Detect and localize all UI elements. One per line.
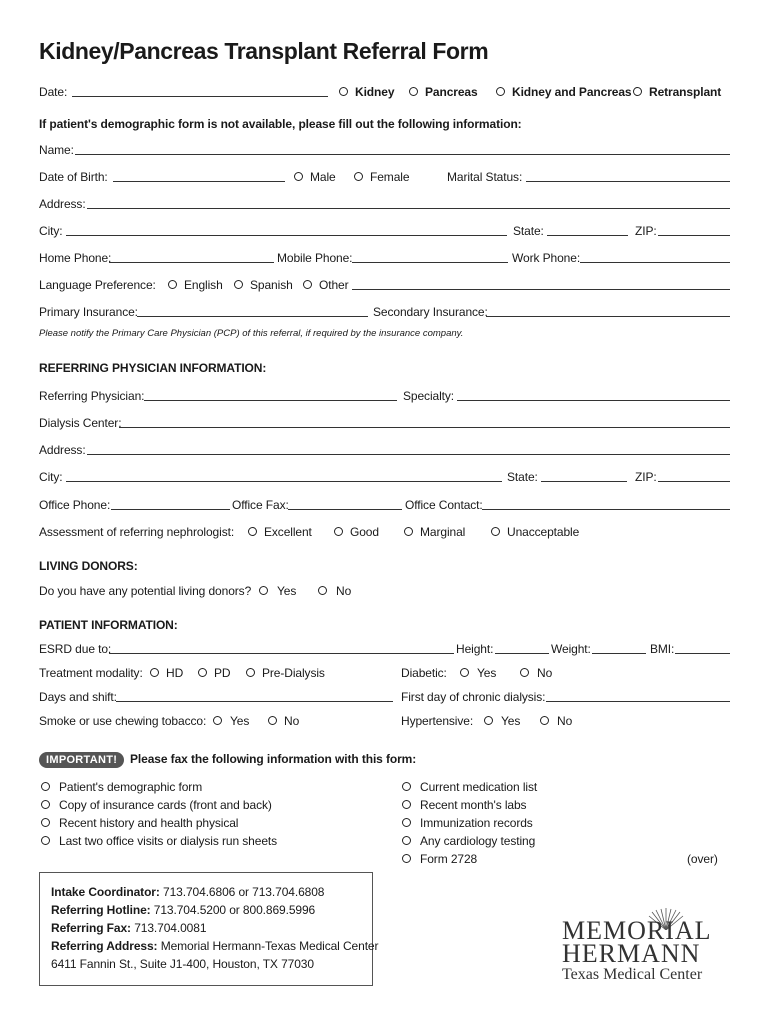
living-donors-heading: LIVING DONORS: (39, 559, 138, 573)
esrd-label: ESRD due to: (39, 642, 112, 656)
referring-address-label: Referring Address: (51, 939, 158, 953)
fax-label: Referring Fax: (51, 921, 131, 935)
hd-label: HD (166, 666, 184, 680)
hypertensive-yes-radio[interactable] (484, 716, 493, 725)
referring-address-line (51, 939, 378, 953)
dialysis-center-field[interactable] (119, 427, 730, 428)
important-text: Please fax the following information with this form: (130, 752, 417, 766)
memorial-hermann-logo (556, 908, 736, 988)
hypertensive-yes-label: Yes (501, 714, 521, 728)
pd-radio[interactable] (198, 668, 207, 677)
marital-field[interactable] (526, 181, 730, 182)
hypertensive-no-label: No (557, 714, 573, 728)
checklist-item: Recent month's labs (420, 798, 527, 812)
city-label: City: (39, 224, 63, 238)
checklist-item: Any cardiology testing (420, 834, 536, 848)
checklist-item: Form 2728 (420, 852, 478, 866)
checklist-item: Patient's demographic form (59, 780, 203, 794)
physician-city-label: City: (39, 470, 63, 484)
physician-state-field[interactable] (541, 481, 627, 482)
checklist-radio[interactable] (402, 782, 411, 791)
intake-value: 713.704.6806 or 713.704.6808 (163, 885, 325, 899)
days-shift-field[interactable] (116, 701, 393, 702)
checklist-radio[interactable] (402, 836, 411, 845)
city-field[interactable] (66, 235, 507, 236)
living-donors-no-radio[interactable] (318, 586, 327, 595)
hypertensive-label: Hypertensive: (401, 714, 474, 728)
checklist-radio[interactable] (41, 818, 50, 827)
assessment-label: Assessment of referring nephrologist: (39, 525, 235, 539)
over-note: (over) (687, 852, 718, 866)
smoke-label: Smoke or use chewing tobacco: (39, 714, 207, 728)
mobile-phone-label: Mobile Phone: (277, 251, 353, 265)
unacceptable-label: Unacceptable (507, 525, 580, 539)
checklist-item: Copy of insurance cards (front and back) (59, 798, 272, 812)
address-field[interactable] (87, 208, 730, 209)
referring-physician-field[interactable] (144, 400, 397, 401)
kidney-and-pancreas-label: Kidney and Pancreas (512, 85, 632, 99)
checklist-radio[interactable] (402, 800, 411, 809)
logo-line1: MEMORIAL (562, 916, 712, 945)
name-field[interactable] (75, 154, 730, 155)
date-field[interactable] (72, 96, 328, 97)
physician-address-field[interactable] (87, 454, 730, 455)
dob-field[interactable] (113, 181, 285, 182)
state-field[interactable] (547, 235, 628, 236)
secondary-insurance-field[interactable] (486, 316, 730, 317)
secondary-insurance-label: Secondary Insurance: (373, 305, 488, 319)
specialty-label: Specialty: (403, 389, 455, 403)
logo-line2: HERMANN (562, 939, 701, 968)
dob-label: Date of Birth: (39, 170, 108, 184)
diabetic-no-radio[interactable] (520, 668, 529, 677)
living-donors-yes-radio[interactable] (259, 586, 268, 595)
work-phone-label: Work Phone: (512, 251, 581, 265)
hd-radio[interactable] (150, 668, 159, 677)
dialysis-center-label: Dialysis Center: (39, 416, 122, 430)
primary-insurance-field[interactable] (137, 316, 368, 317)
address-label: Address: (39, 197, 86, 211)
unacceptable-radio[interactable] (491, 527, 500, 536)
diabetic-label: Diabetic: (401, 666, 447, 680)
intake-label: Intake Coordinator: (51, 885, 160, 899)
marital-label: Marital Status: (447, 170, 523, 184)
logo-line3: Texas Medical Center (562, 966, 703, 983)
physician-heading: REFERRING PHYSICIAN INFORMATION: (39, 361, 267, 375)
checklist-radio[interactable] (41, 836, 50, 845)
retransplant-label: Retransplant (649, 85, 722, 99)
physician-zip-label: ZIP: (635, 470, 657, 484)
marginal-label: Marginal (420, 525, 466, 539)
spanish-label: Spanish (250, 278, 293, 292)
pancreas-label: Pancreas (425, 85, 478, 99)
name-label: Name: (39, 143, 74, 157)
marginal-radio[interactable] (404, 527, 413, 536)
checklist-item: Current medication list (420, 780, 538, 794)
office-phone-field[interactable] (111, 509, 230, 510)
other-radio[interactable] (303, 280, 312, 289)
checklist-item: Recent history and health physical (59, 816, 239, 830)
good-label: Good (350, 525, 379, 539)
checklist-item: Immunization records (420, 816, 533, 830)
male-radio[interactable] (294, 172, 303, 181)
date-label: Date: (39, 85, 68, 99)
physician-zip-field[interactable] (658, 481, 730, 482)
good-radio[interactable] (334, 527, 343, 536)
first-day-label: First day of chronic dialysis: (401, 690, 546, 704)
important-badge: IMPORTANT! (39, 752, 124, 768)
smoke-yes-label: Yes (230, 714, 250, 728)
diabetic-no-label: No (537, 666, 553, 680)
referring-address-line2: 6411 Fannin St., Suite J1-400, Houston, TX 77030 (51, 957, 314, 971)
diabetic-yes-radio[interactable] (460, 668, 469, 677)
work-phone-field[interactable] (580, 262, 730, 263)
hotline-label: Referring Hotline: (51, 903, 151, 917)
diabetic-yes-label: Yes (477, 666, 497, 680)
esrd-field[interactable] (109, 653, 454, 654)
excellent-label: Excellent (264, 525, 312, 539)
weight-field[interactable] (592, 653, 646, 654)
bmi-field[interactable] (675, 653, 730, 654)
living-donors-question: Do you have any potential living donors? (39, 584, 252, 598)
female-radio[interactable] (354, 172, 363, 181)
pancreas-radio[interactable] (409, 87, 418, 96)
english-radio[interactable] (168, 280, 177, 289)
hotline-line (51, 903, 315, 917)
checklist-item: Last two office visits or dialysis run sheets (59, 834, 278, 848)
english-label: English (184, 278, 223, 292)
office-phone-label: Office Phone: (39, 498, 111, 512)
state-label: State: (513, 224, 544, 238)
checklist-radio[interactable] (402, 854, 411, 863)
other-label: Other (319, 278, 349, 292)
kidney-radio[interactable] (339, 87, 348, 96)
smoke-no-radio[interactable] (268, 716, 277, 725)
checklist-radio[interactable] (41, 782, 50, 791)
home-phone-field[interactable] (109, 262, 274, 263)
checklist-radio[interactable] (41, 800, 50, 809)
kidney-and-pancreas-radio[interactable] (496, 87, 505, 96)
living-donors-no-label: No (336, 584, 352, 598)
other-language-field[interactable] (352, 289, 730, 290)
language-label: Language Preference: (39, 278, 156, 292)
fax-line (51, 921, 206, 935)
height-field[interactable] (495, 653, 549, 654)
spanish-radio[interactable] (234, 280, 243, 289)
height-label: Height: (456, 642, 494, 656)
checklist-radio[interactable] (402, 818, 411, 827)
intake-line (51, 885, 324, 899)
male-label: Male (310, 170, 336, 184)
office-fax-field[interactable] (288, 509, 402, 510)
mobile-phone-field[interactable] (352, 262, 508, 263)
specialty-field[interactable] (457, 400, 730, 401)
zip-field[interactable] (658, 235, 730, 236)
hotline-value: 713.704.5200 or 800.869.5996 (153, 903, 316, 917)
office-contact-field[interactable] (482, 509, 730, 510)
office-contact-label: Office Contact: (405, 498, 483, 512)
hypertensive-no-radio[interactable] (540, 716, 549, 725)
demographic-heading: If patient's demographic form is not available, please fill out the following information: (39, 117, 522, 131)
office-fax-label: Office Fax: (232, 498, 289, 512)
retransplant-radio[interactable] (633, 87, 642, 96)
female-label: Female (370, 170, 410, 184)
pd-label: PD (214, 666, 231, 680)
page-title: Kidney/Pancreas Transplant Referral Form (39, 38, 489, 64)
physician-state-label: State: (507, 470, 538, 484)
physician-city-field[interactable] (66, 481, 502, 482)
predialysis-label: Pre-Dialysis (262, 666, 325, 680)
primary-insurance-label: Primary Insurance: (39, 305, 138, 319)
referring-address-value: Memorial Hermann-Texas Medical Center (160, 939, 379, 953)
days-shift-label: Days and shift: (39, 690, 117, 704)
living-donors-yes-label: Yes (277, 584, 297, 598)
patient-heading: PATIENT INFORMATION: (39, 618, 178, 632)
kidney-label: Kidney (355, 85, 395, 99)
smoke-yes-radio[interactable] (213, 716, 222, 725)
predialysis-radio[interactable] (246, 668, 255, 677)
modality-label: Treatment modality: (39, 666, 143, 680)
physician-address-label: Address: (39, 443, 86, 457)
pcp-note: Please notify the Primary Care Physician (PCP) of this referral, if required by the insurance company. (39, 328, 464, 339)
fax-value: 713.704.0081 (134, 921, 207, 935)
referring-physician-label: Referring Physician: (39, 389, 145, 403)
zip-label: ZIP: (635, 224, 657, 238)
weight-label: Weight: (551, 642, 591, 656)
home-phone-label: Home Phone: (39, 251, 112, 265)
smoke-no-label: No (284, 714, 300, 728)
excellent-radio[interactable] (248, 527, 257, 536)
first-day-field[interactable] (546, 701, 730, 702)
bmi-label: BMI: (650, 642, 675, 656)
